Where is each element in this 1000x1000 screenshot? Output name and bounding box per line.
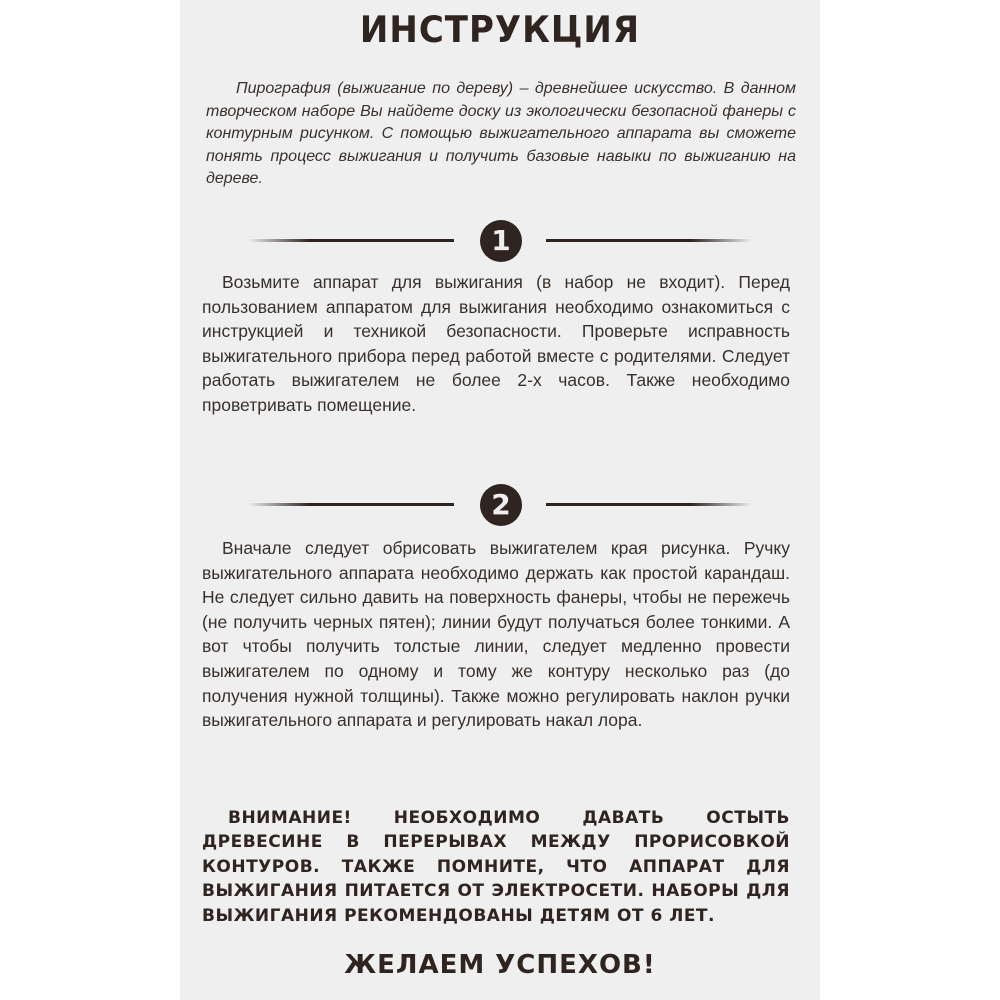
intro-paragraph: Пирография (выжигание по дереву) – древнейшее искусство. В данном творческом наборе Вы найдете доску из экологически безопасной фанеры с контурным рисунком. С помощью выжигательного аппарата вы сможете понять процесс выжигания и получить базовые навыки по выжиганию на дереве. <box>206 80 796 188</box>
divider-line-right <box>546 503 752 506</box>
closing-message: ЖЕЛАЕМ УСПЕХОВ! <box>344 950 656 980</box>
warning-paragraph: ВНИМАНИЕ! НЕОБХОДИМО ДАВАТЬ ОСТЫТЬ ДРЕВЕСИНЕ В ПЕРЕРЫВАХ МЕЖДУ ПРОРИСОВКОЙ КОНТУРОВ. ТАКЖЕ ПОМНИТЕ, ЧТО АППАРАТ ДЛЯ ВЫЖИГАНИЯ ПИТАЕТСЯ ОТ ЭЛЕКТРОСЕТИ. НАБОРЫ ДЛЯ ВЫЖИГАНИЯ РЕКОМЕНДОВАНЫ ДЕТЯМ ОТ 6 ЛЕТ. <box>202 808 790 926</box>
divider-line-left <box>248 239 454 242</box>
step-1-text: Возьмите аппарат для выжигания (в набор не входит). Перед пользованием аппаратом для выжигания необходимо ознакомиться с инструкцией и техникой безопасности. Проверьте исправность выжигательного прибора перед работой вместе с родителями. Следует работать выжигателем не более 2-х часов. Также необходимо проветривать помещение. <box>202 272 790 415</box>
step-1-divider <box>248 220 752 262</box>
divider-line-right <box>546 239 752 242</box>
step-2-number-badge: 2 <box>480 484 522 526</box>
instruction-card <box>180 0 820 1000</box>
step-2-text: Вначале следует обрисовать выжигателем края рисунка. Ручку выжигательного аппарата необходимо держать как простой карандаш. Не следует сильно давить на поверхность фанеры, чтобы не пережечь (не получить черных пятен); линии будут получаться более тонкими. А вот чтобы получить толстые линии, следует медленно провести выжигателем по одному и тому же контуру несколько раз (до получения нужной толщины). Также можно регулировать наклон ручки выжигательного аппарата и регулировать накал лора. <box>202 538 790 731</box>
step-1-number-badge: 1 <box>480 220 522 262</box>
page-title: ИНСТРУКЦИЯ <box>359 8 641 52</box>
step-2-divider <box>248 484 752 526</box>
divider-line-left <box>248 503 454 506</box>
